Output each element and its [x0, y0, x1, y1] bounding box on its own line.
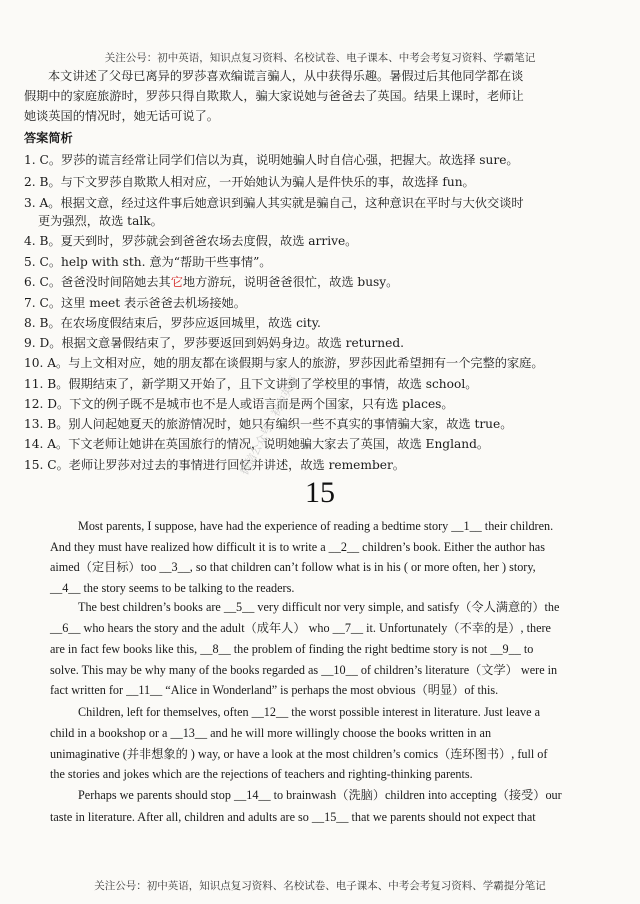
answer-1: 1. C。罗莎的谎言经常让同学们信以为真，说明她骗人时自信心强，把握大。故选择 sure。 — [24, 153, 519, 167]
passage-line-13: the stories and jokes which are the rejections of teachers and righting-thinking parents. — [50, 767, 473, 781]
passage-line-14: Perhaps we parents should stop __14__ to brainwash（洗脑）children into accepting（接受）our — [78, 788, 562, 802]
page-header: 关注公号：初中英语，知识点复习资料、名校试卷、电子课本、中考会考复习资料、学霸笔记 — [104, 52, 536, 64]
answer-9: 9. D。根据文意暑假结束了，罗莎要返回到妈妈身边。故选 returned. — [24, 336, 404, 350]
section-number: 15 — [305, 476, 335, 509]
passage-line-11: child in a bookshop or a __13__ and he will more willingly choose the books written in an — [50, 726, 492, 740]
answer-2: 2. B。与下文罗莎自欺欺人相对应，一开始她认为骗人是件快乐的事，故选择 fun。 — [24, 175, 475, 189]
answer-13: 13. B。别人问起她夏天的旅游情况时，她只有编织一些不真实的事情骗大家，故选 true。 — [24, 417, 513, 431]
passage-line-10: Children, left for themselves, often __12__ the worst possible interest in literature. Just leave a — [78, 705, 540, 719]
answer-6: 6. C。爸爸没时间陪她去其它地方游玩，说明爸爸很忙，故选 busy。 — [24, 275, 399, 289]
watermark: 微信公众号：初中英语 — [237, 373, 301, 478]
answer-3-cont: 更为强烈，故选 talk。 — [38, 214, 163, 228]
answer-3: 3. A。根据文意，经过这件事后她意识到骗人其实就是骗自己，这种意识在平时与大伙交谈时 — [24, 196, 524, 210]
passage-line-15: taste in literature. After all, children and adults are so __15__ that we parents should not expect that — [50, 810, 536, 824]
passage-line-6: __6__ who hears the story and the adult（成年人） who __7__ it. Unfortunately（不幸的是）, there — [50, 621, 551, 635]
answer-5: 5. C。help with sth. 意为“帮助干些事情”。 — [24, 255, 272, 269]
answer-7: 7. C。这里 meet 表示爸爸去机场接她。 — [24, 296, 246, 310]
highlighted-char: 它 — [170, 275, 183, 289]
intro-line-1: 本文讲述了父母已离异的罗莎喜欢编谎言骗人，从中获得乐趣。暑假过后其他同学都在谈 — [48, 69, 524, 83]
answer-8: 8. B。在农场度假结束后，罗莎应返回城里，故选 city. — [24, 316, 321, 330]
intro-line-2: 假期中的家庭旅游时，罗莎只得自欺欺人，骗大家说她与爸爸去了英国。结果上课时，老师让 — [24, 89, 524, 103]
passage-line-9: fact written for __11__ “Alice in Wonderland” is perhaps the most obvious（明显）of this. — [50, 683, 499, 697]
intro-line-3: 她谈英国的情况时，她无话可说了。 — [24, 109, 219, 123]
analysis-title: 答案简析 — [24, 131, 73, 145]
passage-line-1: Most parents, I suppose, have had the experience of reading a bedtime story __1__ their children. — [78, 519, 554, 533]
passage-line-8: solve. This may be why many of the books regarded as __10__ of children’s literature（文学） were in — [50, 663, 558, 677]
answer-12: 12. D。下文的例子既不是城市也不是人或语言而是两个国家，只有选 places。 — [24, 397, 454, 411]
passage-line-3: aimed（定目标）too __3__, so that children can’t follow what is in his ( or more often, her ) story, — [50, 560, 536, 574]
passage-line-5: The best children’s books are __5__ very difficult nor very simple, and satisfy（令人满意的）the — [78, 600, 560, 614]
answer-4: 4. B。夏天到时，罗莎就会到爸爸农场去度假，故选 arrive。 — [24, 234, 358, 248]
passage-line-12: unimaginative (并非想象的 ) way, or have a look at the most children’s comics（连环图书）, full of — [50, 747, 548, 761]
page-footer: 关注公号：初中英语，知识点复习资料、名校试卷、电子课本、中考会考复习资料、学霸提分笔记 — [94, 880, 546, 892]
passage-line-2: And they must have realized how difficult it is to write a __2__ children’s book. Either the author has — [50, 540, 545, 554]
passage-line-7: are in fact few books like this, __8__ the problem of finding the right bedtime story is not __9__ to — [50, 642, 534, 656]
answer-14: 14. A。下文老师让她讲在英国旅行的情况，说明她骗大家去了英国，故选 England。 — [24, 437, 490, 451]
answer-15: 15. C。老师让罗莎对过去的事情进行回忆并讲述，故选 remember。 — [24, 458, 405, 472]
answer-10: 10. A。与上文相对应，她的朋友都在谈假期与家人的旅游，罗莎因此希望拥有一个完整的家庭。 — [24, 356, 544, 370]
passage-line-4: __4__ the story seems to be talking to the readers. — [50, 581, 295, 595]
answer-11: 11. B。假期结束了，新学期又开始了，且下文讲到了学校里的事情，故选 school。 — [24, 377, 478, 391]
